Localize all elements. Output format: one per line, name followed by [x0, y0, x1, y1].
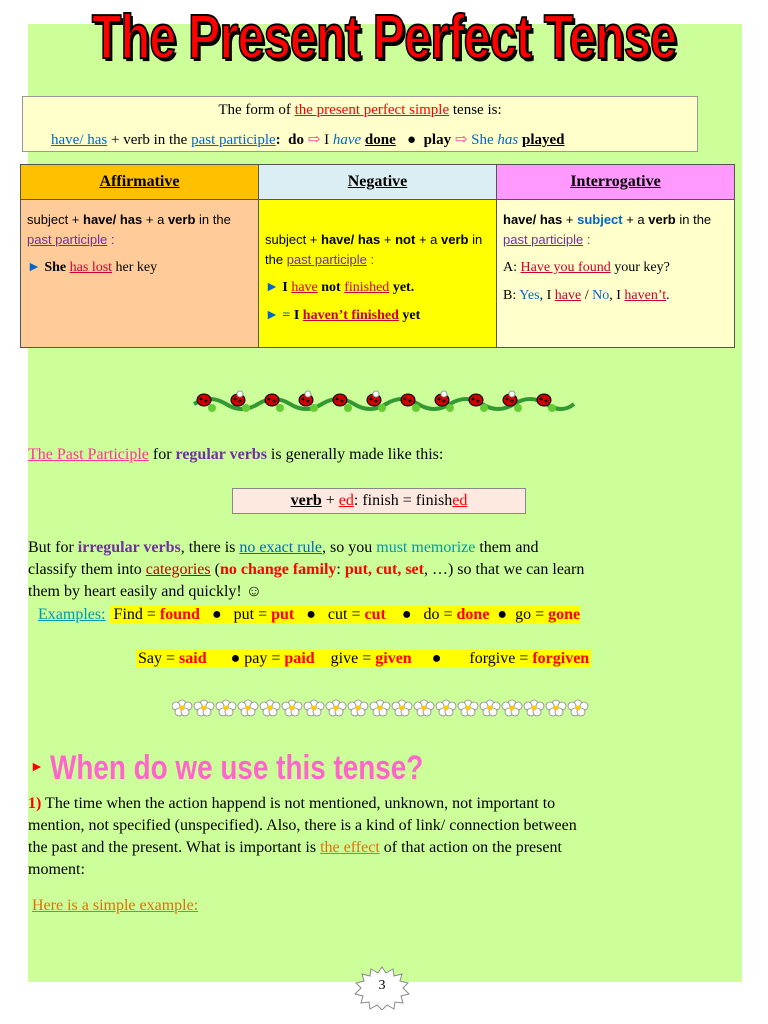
example-heading: Here is a simple example: [32, 897, 199, 914]
arrow-icon: ► [265, 308, 279, 323]
page-title: The Present Perfect Tense [91, 3, 677, 72]
tense-table [20, 164, 735, 348]
irregular-verbs-paragraph: But for irregular verbs, there is no exact rule, so you must memorize them and classify them into categories (no change family: put, cut, set, …) so that we can learn them by heart easily and quickly! ☺ [28, 539, 585, 600]
arrow-icon: ⇨ [307, 132, 321, 148]
interrogative-cell: have/ has + subject + a verb in the past participle : A: Have you found your key? B: Yes, I have / No, I haven’t. [497, 200, 735, 348]
arrow-icon: ► [265, 280, 279, 295]
examples-highlight-1: Find = found ● put = put ● cut = cut ● do = done ● go = gone [110, 606, 581, 623]
affirmative-cell: subject + have/ has + a verb in the past participle : ► She has lost her key [21, 200, 259, 348]
daisy-icon [172, 700, 192, 716]
ladybug-vine-decoration [190, 386, 578, 418]
header-affirmative: Affirmative [21, 165, 259, 200]
arrow-icon: ► [27, 260, 41, 275]
ladybug-icon [197, 394, 216, 412]
have-has-text: have/ has [51, 132, 108, 148]
negative-cell: subject + have/ has + not + a verb in the past participle : ► I have not finished yet. ► = I haven’t finished yet [259, 200, 497, 348]
arrow-icon: ⇨ [454, 132, 468, 148]
examples-row-2: Say = said ● pay = paid give = given ● forgive = forgiven [138, 650, 590, 667]
form-formula: have/ has + verb in the past participle: do ⇨ I have done ● play ⇨ She has played [51, 132, 565, 148]
bullet-icon: ● [431, 650, 442, 667]
flower-border-decoration [172, 694, 596, 724]
form-box [22, 96, 698, 152]
heading-arrow-icon: ► [30, 760, 44, 775]
page-number: 3 [378, 978, 386, 993]
regular-verb-rule-box: verb + ed: finish = finished [232, 488, 526, 514]
usage-heading: When do we use this tense? [50, 749, 424, 787]
bullet-icon: ● [497, 606, 508, 623]
form-intro: The form of the present perfect simple tense is: [218, 102, 502, 118]
header-negative: Negative [259, 165, 497, 200]
bullet-icon: ● [306, 606, 316, 623]
past-participle-intro: The Past Participle for regular verbs is generally made like this: [28, 446, 444, 463]
header-interrogative: Interrogative [497, 165, 735, 200]
usage-paragraph-1: 1) The time when the action happend is not mentioned, unknown, not important to mention, not specified (unspecified). Also, there is a kind of link/ connection between the past and the present. What is important is the effect of that action on the present moment: [28, 795, 577, 878]
examples-label: Examples: [38, 606, 106, 623]
bullet-icon: ● [211, 606, 222, 623]
bullet-icon: ● [230, 650, 241, 667]
present-perfect-simple-link: the present perfect simple [294, 102, 450, 118]
past-participle-text: past participle [191, 132, 276, 148]
bullet-icon: ● [407, 132, 417, 148]
examples-row-1 [38, 606, 580, 624]
bullet-icon: ● [401, 606, 412, 623]
